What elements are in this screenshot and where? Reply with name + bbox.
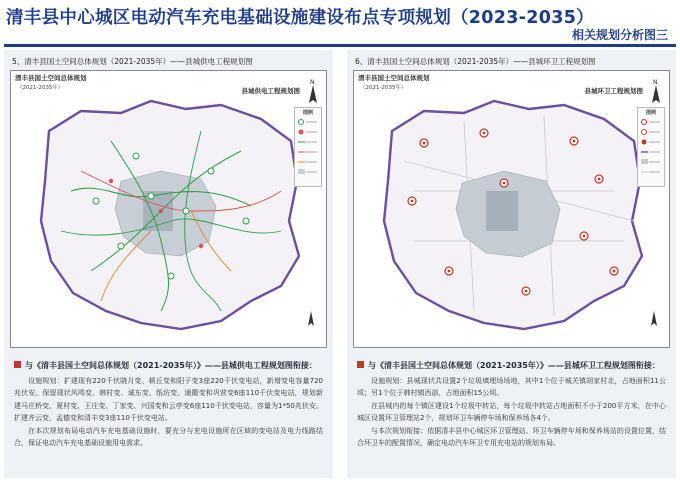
svg-text:N: N [653, 79, 658, 86]
left-legend-symbols [295, 116, 321, 182]
right-legend-title: 图例 [645, 110, 656, 116]
left-map-legend [294, 107, 322, 187]
right-map-small-caption: （2021-2035年） [360, 85, 407, 91]
power-supply-map [11, 71, 326, 347]
left-legend-title: 图例 [302, 110, 313, 116]
right-paragraph-2: 在县城内的每个镇区建设1个垃圾中转站，每个垃圾中转站占地面积不小于200平方米，在中心城区设置环卫管理站2个，规划环卫车辆停车场和保养场各4个。 [357, 401, 666, 423]
left-map-caption: 5、清丰县国土空间总体规划（2021-2035年）——县城供电工程规划图 [12, 57, 253, 66]
left-panel-power-plan [4, 50, 333, 478]
right-map-caption: 6、清丰县国土空间总体规划（2021-2035年）——县城环卫工程规划图 [355, 57, 596, 66]
left-map-plan-title: 县城供电工程规划图 [241, 87, 300, 95]
title-divider [4, 44, 676, 47]
left-paragraph-2: 在本次规划布局电动汽车充电基础设施时，要充分与充电设施所在区域的变电站及电力线路结合，保证电动汽车充电基础设施用电需求。 [14, 426, 323, 448]
page-title: 清丰县中心城区电动汽车充电基础设施建设布点专项规划（2023-2035） [6, 8, 594, 28]
right-paragraph-3: 与本次规划衔接：依据清丰县中心城区环卫管理站、环卫车辆停车场和保养场站的设置位置，结合环卫车的配置情况，确定电动汽车环卫专用充电站的规划布局。 [357, 426, 666, 448]
left-map-subcaption: 清丰县国土空间总体规划 [15, 74, 87, 82]
right-map-frame [353, 70, 670, 348]
right-section-heading: 与《清丰县国土空间总体规划（2021-2035年）》——县城环卫工程规划图衔接： [357, 360, 666, 371]
left-map-frame [10, 70, 327, 348]
right-panel-sanitation-plan [347, 50, 676, 478]
north-arrow-icon [309, 79, 317, 103]
red-square-bullet-icon [14, 361, 21, 368]
north-arrow-icon [652, 79, 660, 103]
red-square-bullet-icon [357, 361, 364, 368]
sanitation-map [354, 71, 669, 347]
left-paragraph-1: 设施规划：扩建现有220千伏晓月变、顿丘变和阳子变3座220千伏变电站，新增变电容量720兆伏安。保留现状风鸣变、韩村变、诚东变、纸坊变、通衢变和巩营变6座110千伏变电站，规划新建马庄桥变、夏村变、王庄变、丁家变、兴国变和云亭变6座110千伏变电站，容量为1*50兆伏安。扩建齐云变，孟德变和清丰变3座110千伏变电站。 [14, 377, 323, 423]
left-map-small-caption: （2021-2035年） [17, 85, 64, 91]
left-text-section [4, 354, 333, 478]
svg-text:N: N [310, 79, 315, 86]
right-map-subcaption: 清丰县国土空间总体规划 [358, 74, 430, 82]
right-map-legend [637, 107, 665, 187]
right-map-plan-title: 县城环卫工程规划图 [584, 87, 643, 95]
right-text-section [347, 354, 676, 478]
page-subtitle: 相关规划分析图三 [571, 28, 668, 42]
right-paragraph-1: 设施规划：县城现状共设置2个垃圾填埋场场地，其中1个位于城关镇胡家村北，占地面积11公顷；另1个位于韩村镇西部，占地面积15公顷。 [357, 377, 666, 398]
left-section-heading: 与《清丰县国土空间总体规划（2021-2035年）》——县城供电工程规划图衔接： [14, 360, 323, 371]
right-legend-symbols [638, 116, 664, 182]
